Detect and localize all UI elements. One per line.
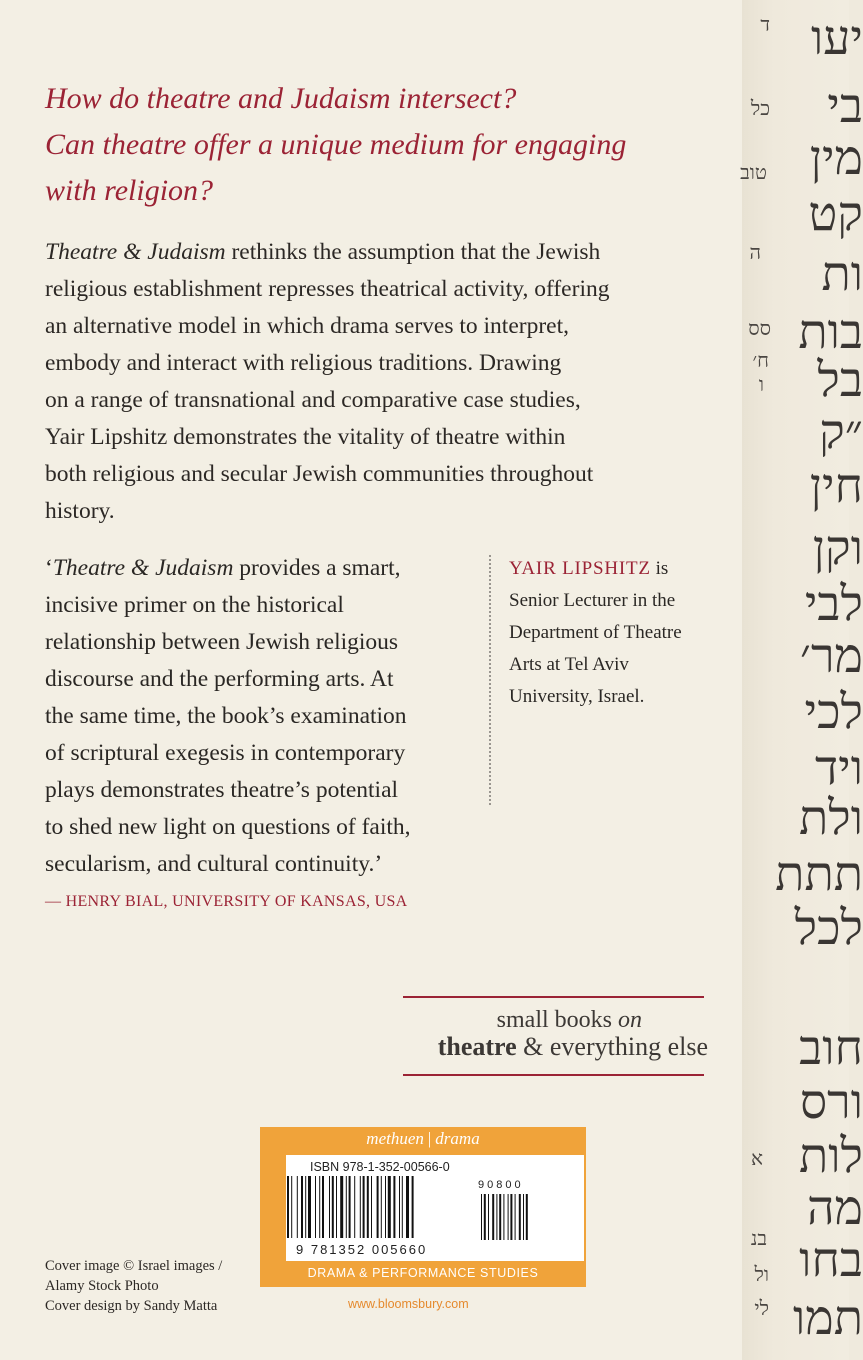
author-bio-line: Department of Theatre xyxy=(509,622,682,643)
barcode-bar xyxy=(367,1176,369,1238)
hebrew-fragment: ות xyxy=(821,246,863,302)
hebrew-fragment: חוב xyxy=(799,1020,863,1076)
hebrew-text-image xyxy=(740,0,863,1360)
barcode-bar xyxy=(297,1176,298,1238)
barcode-bar xyxy=(393,1176,395,1238)
hebrew-fragment: מה xyxy=(806,1180,863,1236)
barcode-bar xyxy=(388,1176,391,1238)
cover-credits xyxy=(45,1256,222,1316)
book-title: Theatre & Judaism xyxy=(45,239,226,265)
barcode-bar xyxy=(305,1176,306,1238)
book-title: Theatre & Judaism xyxy=(52,555,234,581)
author-bio-line: University, Israel. xyxy=(509,686,645,707)
barcode-bar xyxy=(329,1176,330,1238)
hebrew-fragment: ״ק xyxy=(819,404,863,460)
description-line: an alternative model in which drama serves to interpret, xyxy=(45,313,569,339)
barcode-bar xyxy=(308,1176,311,1238)
quote-line: incisive primer on the historical xyxy=(45,592,344,618)
publisher-logo: methuen | drama xyxy=(366,1129,480,1148)
quote-line: of scriptural exegesis in contemporary xyxy=(45,740,406,766)
hebrew-fragment: קט xyxy=(808,186,863,242)
barcode-addon-bar xyxy=(503,1194,504,1240)
barcode-bar xyxy=(399,1176,400,1238)
hebrew-fragment: לכל xyxy=(794,900,863,956)
barcode-bar xyxy=(360,1176,361,1238)
barcode-addon-bar xyxy=(492,1194,494,1240)
hebrew-fragment: א xyxy=(750,1146,763,1170)
description-line: on a range of transnational and comparative case studies, xyxy=(45,387,581,413)
barcode-bar xyxy=(340,1176,343,1238)
barcode-bar xyxy=(412,1176,414,1238)
author-bio xyxy=(509,553,729,713)
barcode-addon-bar xyxy=(526,1194,528,1240)
barcode-addon-bar xyxy=(484,1194,486,1240)
quote-line: relationship between Jewish religious xyxy=(45,629,399,655)
dotted-divider xyxy=(489,555,491,805)
question-line: How do theatre and Judaism intersect? xyxy=(45,82,517,115)
description-line: religious establishment represses theatrical activity, offering xyxy=(45,276,610,302)
barcode-bar xyxy=(287,1176,289,1238)
hebrew-fragment: סס xyxy=(748,316,771,340)
credit-line: Alamy Stock Photo xyxy=(45,1278,159,1294)
description-line: embody and interact with religious traditions. Drawing xyxy=(45,350,562,376)
barcode-addon-bar xyxy=(523,1194,524,1240)
hebrew-fragment: בי xyxy=(827,78,863,134)
hebrew-fragment: בנ xyxy=(750,1226,767,1250)
book-description xyxy=(45,234,735,530)
question-line: Can theatre offer a unique medium for engaging xyxy=(45,128,627,161)
hebrew-fragment: מר׳ xyxy=(799,628,863,684)
barcode-bar xyxy=(319,1176,320,1238)
barcode-bar xyxy=(381,1176,382,1238)
credit-line: Cover design by Sandy Matta xyxy=(45,1298,218,1314)
hebrew-fragment: כל xyxy=(750,96,770,120)
hebrew-fragment: בות xyxy=(798,304,863,360)
hebrew-fragment: טוב xyxy=(740,160,767,184)
credit-line: Cover image © Israel images / xyxy=(45,1258,223,1274)
description-line: Yair Lipshitz demonstrates the vitality of theatre within xyxy=(45,424,566,450)
category-label: DRAMA & PERFORMANCE STUDIES xyxy=(307,1266,539,1280)
hebrew-fragment: תמו xyxy=(792,1290,863,1346)
barcode-bar xyxy=(291,1176,292,1238)
barcode-addon-number: 90800 xyxy=(478,1179,524,1191)
hebrew-fragment: ויד xyxy=(815,740,863,796)
description-line: both religious and secular Jewish communities throughout xyxy=(45,461,594,487)
hebrew-fragment: ה xyxy=(749,240,761,264)
barcode-bar xyxy=(301,1176,303,1238)
isbn-number: ISBN 978-1-352-00566-0 xyxy=(310,1160,450,1174)
author-bio-line: Senior Lecturer in the xyxy=(509,590,676,611)
description-line: history. xyxy=(45,498,115,524)
barcode-bar xyxy=(363,1176,365,1238)
barcode-addon-bar xyxy=(515,1194,516,1240)
series-tagline-1: small books on xyxy=(496,1007,642,1033)
author-bio-line: Arts at Tel Aviv xyxy=(509,654,629,675)
quote-line: the same time, the book’s examination xyxy=(45,703,407,729)
hebrew-fragment: לכי xyxy=(804,684,863,740)
hebrew-fragment: תתת xyxy=(775,846,863,902)
hebrew-fragment: לי xyxy=(754,1296,769,1320)
quote-line: ‘Theatre & Judaism provides a smart, xyxy=(45,555,401,581)
barcode-addon-bar xyxy=(519,1194,521,1240)
barcode-bar xyxy=(346,1176,347,1238)
barcode-addon-bar xyxy=(496,1194,497,1240)
barcode-bar xyxy=(402,1176,403,1238)
quote-line: secularism, and cultural continuity.’ xyxy=(45,851,383,877)
barcode-bar xyxy=(349,1176,351,1238)
barcode-addon-bar xyxy=(510,1194,512,1240)
barcode-addon-bar xyxy=(481,1194,482,1240)
publisher-website: www.bloomsbury.com xyxy=(348,1297,469,1311)
hebrew-fragment: יעו xyxy=(810,10,863,66)
question-line: with religion? xyxy=(45,174,214,207)
barcode-bar xyxy=(322,1176,324,1238)
quote-line: plays demonstrates theatre’s potential xyxy=(45,777,399,803)
description-line: Theatre & Judaism rethinks the assumption that the Jewish xyxy=(45,239,601,265)
headline-question xyxy=(45,76,735,214)
hebrew-fragment: מין xyxy=(809,130,863,186)
barcode-bar xyxy=(371,1176,372,1238)
hebrew-fragment: בל xyxy=(817,352,863,408)
series-tagline-2: theatre & everything else xyxy=(437,1032,708,1061)
quote-line: to shed new light on questions of faith, xyxy=(45,814,411,840)
hebrew-fragment: ולת xyxy=(798,790,863,846)
barcode-bar xyxy=(332,1176,334,1238)
hebrew-fragment: ורס xyxy=(799,1074,863,1130)
quote-attribution: — HENRY BIAL, UNIVERSITY OF KANSAS, USA xyxy=(45,893,408,910)
hebrew-fragment: ול xyxy=(754,1262,769,1286)
series-logo xyxy=(403,996,708,1076)
barcode-bar xyxy=(336,1176,337,1238)
hebrew-fragment: ח׳ xyxy=(752,348,769,372)
barcode-addon-bar xyxy=(508,1194,509,1240)
hebrew-fragment: לבי xyxy=(804,576,863,632)
review-quote xyxy=(45,550,475,883)
hebrew-fragment: ו xyxy=(758,372,764,396)
hebrew-fragment: לות xyxy=(798,1128,863,1184)
quote-line: discourse and the performing arts. At xyxy=(45,666,394,692)
hebrew-fragment: בחו xyxy=(799,1232,863,1288)
author-bio-line: YAIR LIPSHITZ is xyxy=(509,558,669,579)
author-name: YAIR LIPSHITZ xyxy=(509,558,651,579)
barcode-addon-bar xyxy=(488,1194,489,1240)
hebrew-fragment: חין xyxy=(809,458,863,514)
barcode-bar xyxy=(354,1176,355,1238)
barcode-addon-bar xyxy=(499,1194,501,1240)
barcode-bar xyxy=(406,1176,409,1238)
hebrew-fragment: ד xyxy=(760,12,770,36)
barcode-ean-number: 9 781352 005660 xyxy=(296,1242,428,1257)
barcode-bar xyxy=(315,1176,316,1238)
barcode-bar xyxy=(377,1176,379,1238)
barcode-bar xyxy=(385,1176,386,1238)
hebrew-fragment: וקן xyxy=(812,520,863,576)
